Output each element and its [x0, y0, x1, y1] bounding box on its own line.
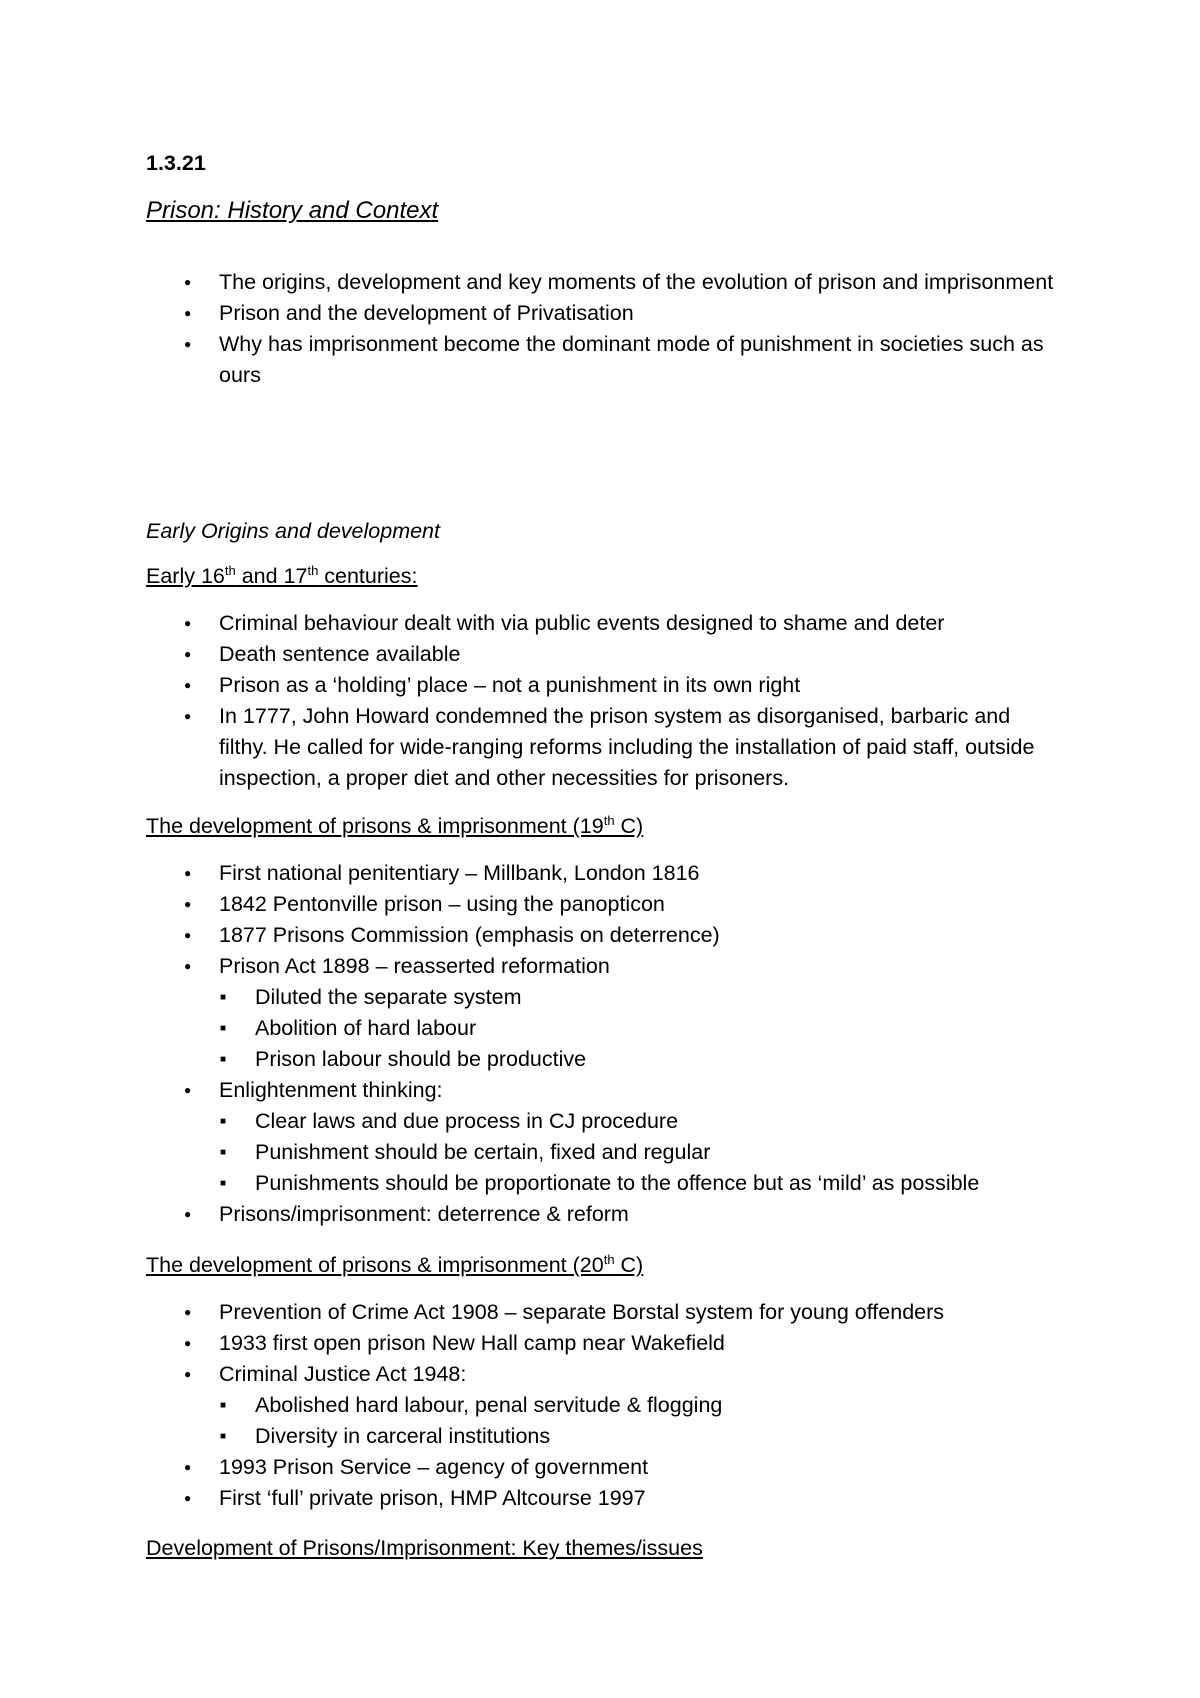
- list-item: ● Death sentence available: [146, 639, 1076, 670]
- sub-list-item: ■ Clear laws and due process in CJ procedure: [146, 1106, 1076, 1137]
- c19-heading: The development of prisons & imprisonment (19th C): [146, 813, 644, 838]
- section-early-origins-title: Early Origins and development: [146, 519, 440, 543]
- list-item: ● Prisons/imprisonment: deterrence & reform: [146, 1199, 1076, 1230]
- early-centuries-heading: Early 16th and 17th centuries:: [146, 563, 418, 588]
- early-list: [146, 608, 1076, 794]
- key-themes-heading: Development of Prisons/Imprisonment: Key themes/issues: [146, 1536, 703, 1560]
- sub-list-item: ■ Punishment should be certain, fixed and regular: [146, 1137, 1076, 1168]
- document-title: Prison: History and Context: [146, 197, 439, 224]
- document-date: 1.3.21: [146, 151, 206, 175]
- sub-list-item: ■ Abolished hard labour, penal servitude & flogging: [146, 1390, 1076, 1421]
- sub-list-item: ■ Diversity in carceral institutions: [146, 1421, 1076, 1452]
- c20-heading: The development of prisons & imprisonment (20th C): [146, 1252, 644, 1277]
- list-item: ● Criminal Justice Act 1948:: [146, 1359, 1076, 1390]
- list-item: ● Prison as a ‘holding’ place – not a punishment in its own right: [146, 670, 1076, 701]
- c20-list: [146, 1297, 1076, 1514]
- list-item: ● 1993 Prison Service – agency of government: [146, 1452, 1076, 1483]
- list-item: ● In 1777, John Howard condemned the prison system as disorganised, barbaric and filthy. He called for wide-ranging reforms including the installation of paid staff, outside inspection, a proper diet and other necessities for prisoners.: [146, 701, 1059, 794]
- c19-list: [146, 858, 1076, 1230]
- list-item: ● Prison and the development of Privatisation: [146, 298, 1076, 329]
- sub-list-item: ■ Punishments should be proportionate to the offence but as ‘mild’ as possible: [146, 1168, 1076, 1199]
- sub-list-item: ■ Diluted the separate system: [146, 982, 1076, 1013]
- sub-list-item: ■ Abolition of hard labour: [146, 1013, 1076, 1044]
- list-item: ● 1877 Prisons Commission (emphasis on deterrence): [146, 920, 1076, 951]
- list-item: ● 1842 Pentonville prison – using the panopticon: [146, 889, 1076, 920]
- list-item: ● Enlightenment thinking:: [146, 1075, 1076, 1106]
- sub-list-item: ■ Prison labour should be productive: [146, 1044, 1076, 1075]
- objectives-list: [146, 267, 1076, 391]
- list-item: ● First national penitentiary – Millbank, London 1816: [146, 858, 1076, 889]
- list-item: ● The origins, development and key moments of the evolution of prison and imprisonment: [146, 267, 1076, 298]
- list-item: ● Prevention of Crime Act 1908 – separate Borstal system for young offenders: [146, 1297, 1076, 1328]
- list-item: ● First ‘full’ private prison, HMP Altcourse 1997: [146, 1483, 1076, 1514]
- list-item: ● Prison Act 1898 – reasserted reformation: [146, 951, 1076, 982]
- list-item: ● 1933 first open prison New Hall camp near Wakefield: [146, 1328, 1076, 1359]
- list-item: ● Criminal behaviour dealt with via public events designed to shame and deter: [146, 608, 1076, 639]
- list-item: ● Why has imprisonment become the dominant mode of punishment in societies such as ours: [146, 329, 1076, 391]
